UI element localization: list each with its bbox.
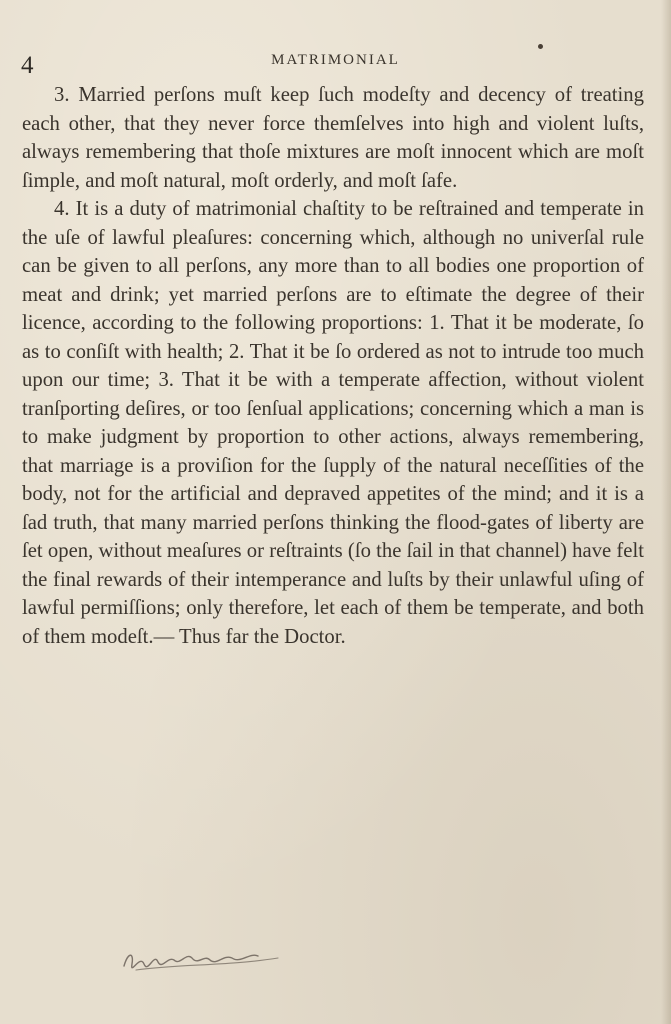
page-edge-shadow [661,0,671,1024]
ink-speck [538,44,543,49]
pencil-annotation [118,944,288,974]
page-number: 4 [21,52,34,79]
running-head: MATRIMONIAL [271,52,400,68]
paragraph-4: 4. It is a duty of matrimonial chaſtity to be reſtrained and temperate in the uſe of lawful pleaſures: concerning which, although no univerſal rule can be given to all perſons, any more than to all bodies one proportion of meat and drink; yet married perſons are to eſtimate the degree of their licence, according to the following proportions: 1. That it be moderate, ſo as to conſiſt with health; 2. That it be ſo ordered as not to intrude too much upon our time; 3. That it be with a temperate affection, without violent tranſporting deſires, or too ſenſual applications; concerning which a man is to make judgment by proportion to other actions, always remembering, that marriage is a proviſion for the ſupply of the natural neceſſities of the body, not for the artificial and depraved appetites of the mind; and it is a ſad truth, that many married perſons thinking the flood-gates of liberty are ſet open, without meaſures or reſtraints (ſo the ſail in that channel) have felt the final rewards of their intemperance and luſts by their unlawful uſing of lawful permiſſions; only therefore, let each of them be temperate, and both of them modeſt.— Thus far the Doctor. [22,198,644,648]
page-header [0,50,671,79]
paragraph-3: 3. Married perſons muſt keep ſuch modeſty and decency of treating each other, that they never force themſelves into high and violent luſts, always remembering that thoſe mixtures are moſt innocent which are moſt ſimple, and moſt natural, moſt orderly, and moſt ſafe. [22,84,644,192]
body-text [22,81,644,651]
